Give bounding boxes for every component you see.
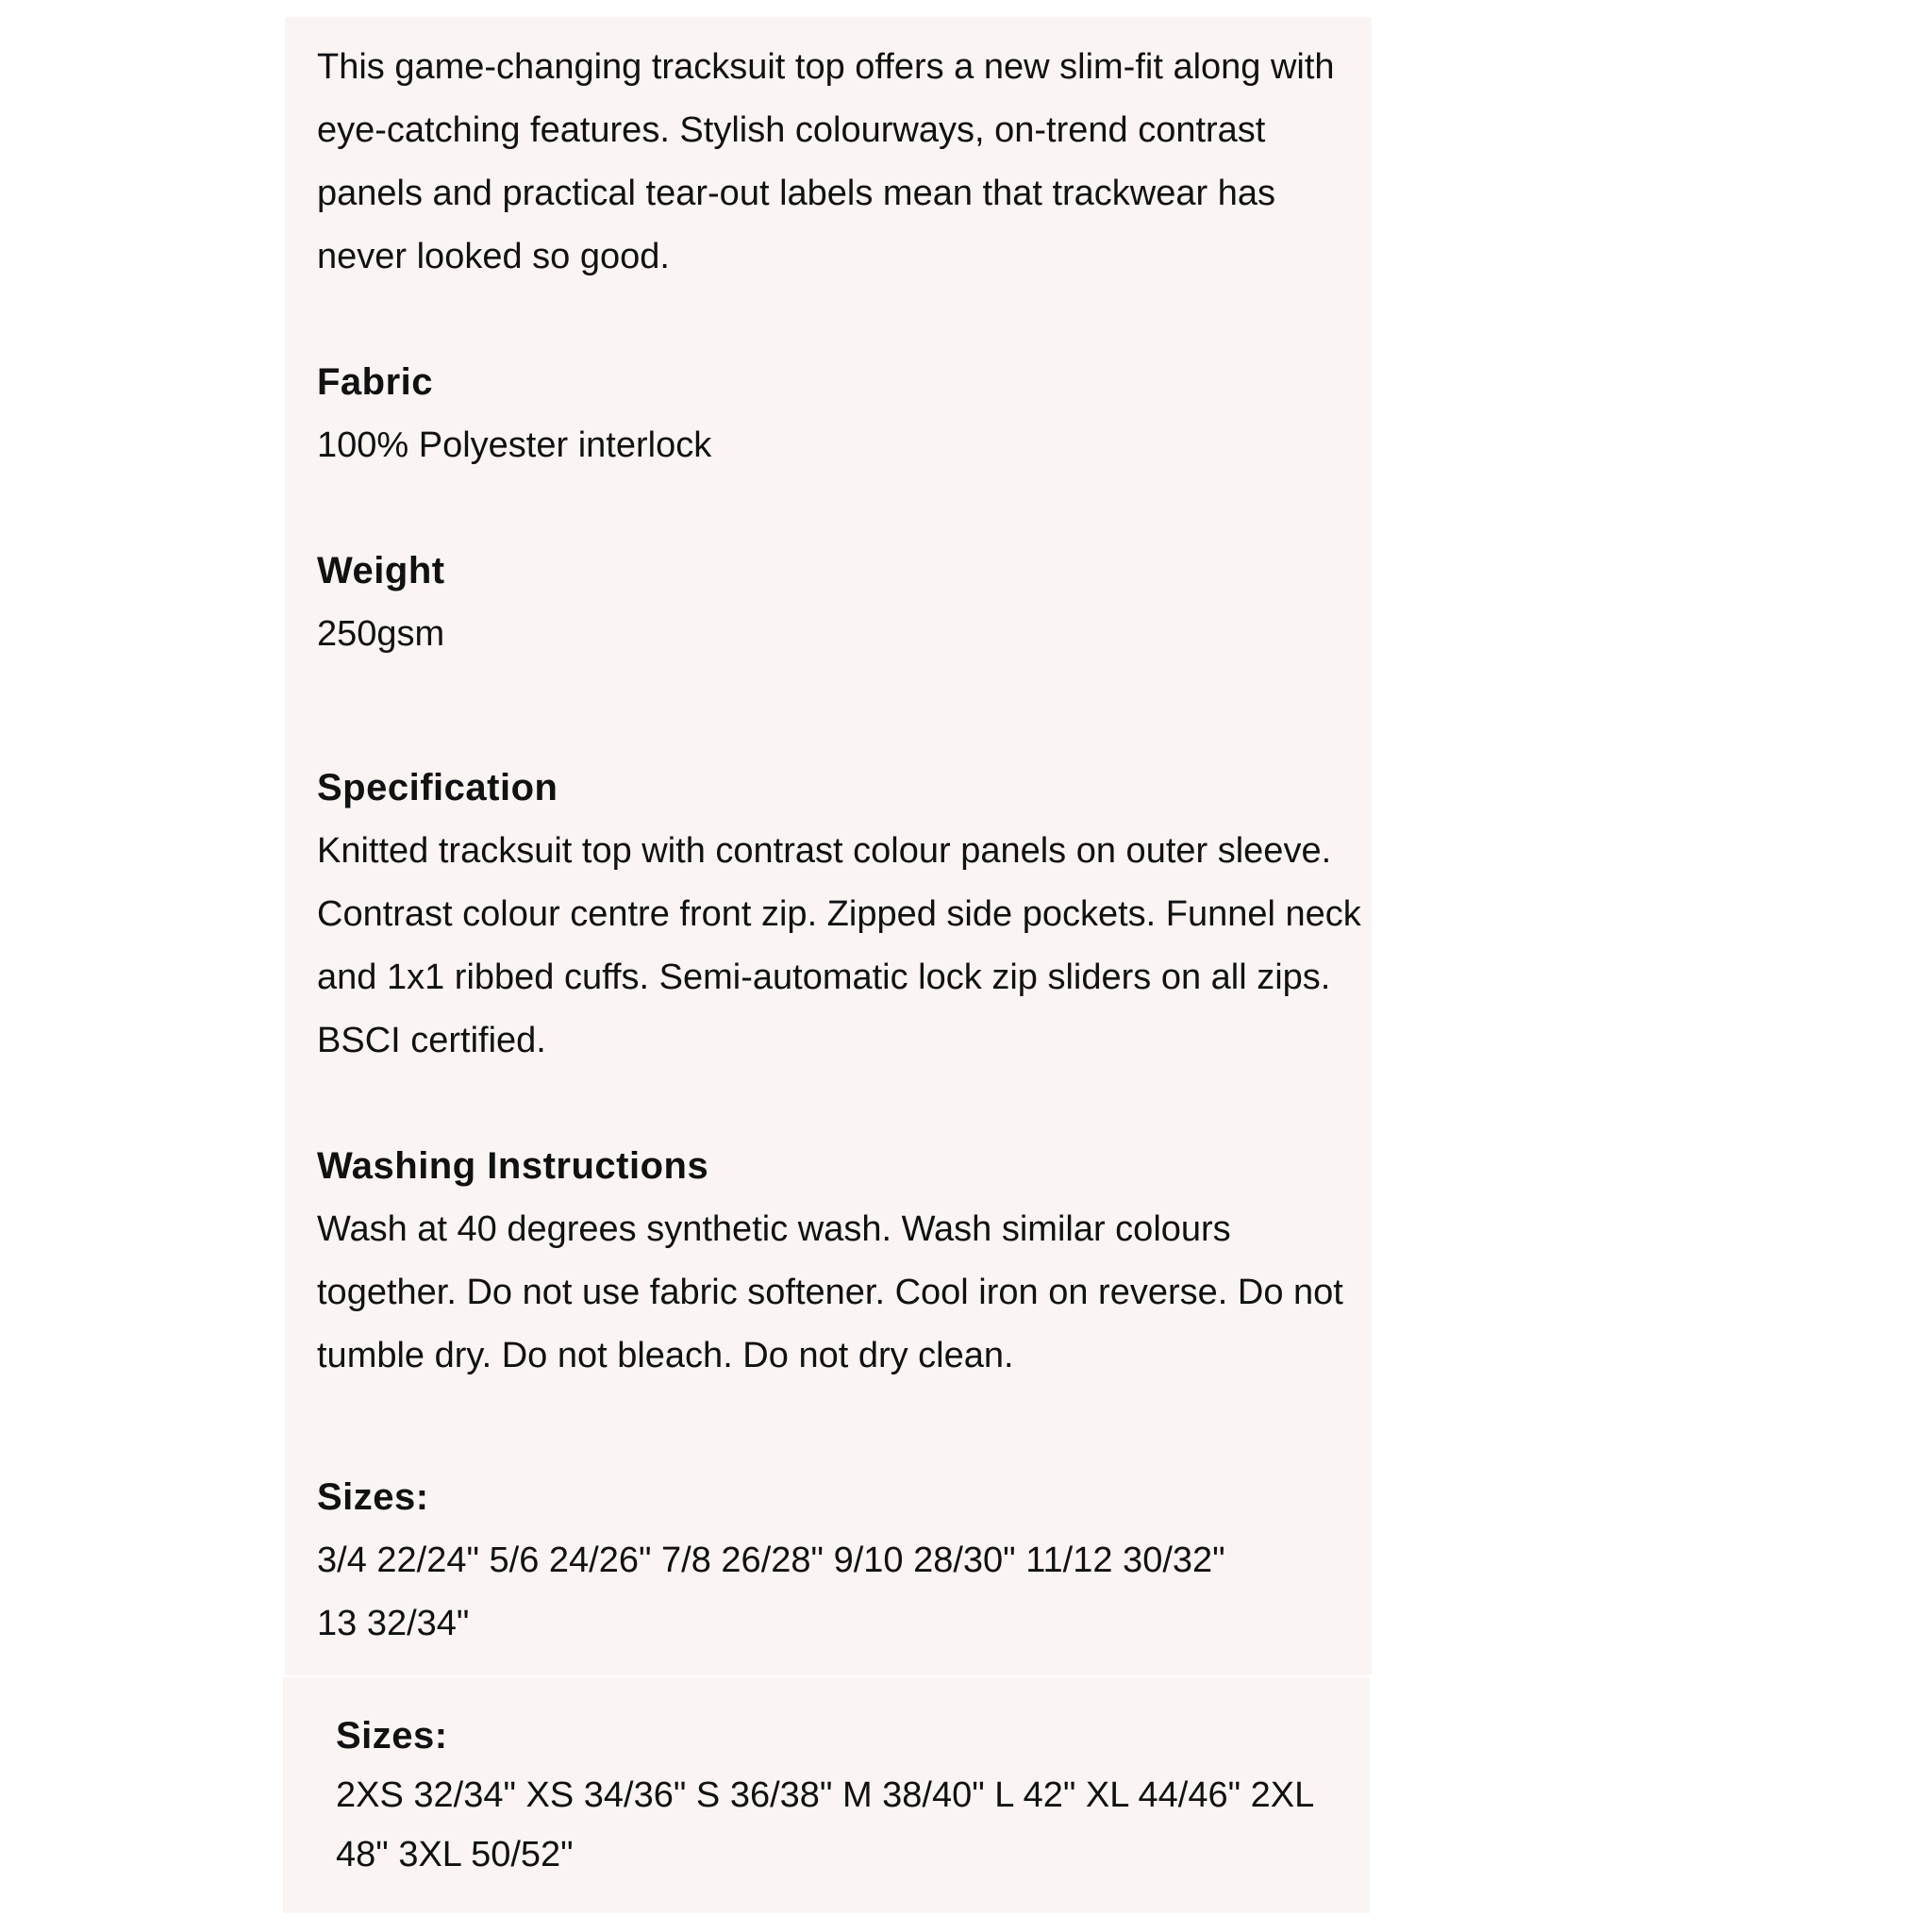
adult-sizes-heading: Sizes: — [336, 1715, 448, 1757]
fabric-heading: Fabric — [317, 361, 434, 403]
kids-sizes-heading: Sizes: — [317, 1476, 429, 1518]
kids-sizes-text: 3/4 22/24" 5/6 24/26" 7/8 26/28" 9/10 28/30" 11/12 30/32" 13 32/34" — [317, 1541, 1225, 1643]
product-description — [317, 36, 1364, 1656]
adult-sizes-section — [336, 1706, 1355, 1885]
washing-text: Wash at 40 degrees synthetic wash. Wash similar colours together. Do not use fabric softener. Cool iron on reverse. Do not tumble dry. Do not bleach. Do not dry clean. — [317, 1209, 1343, 1375]
washing-heading: Washing Instructions — [317, 1145, 709, 1187]
weight-text: 250gsm — [317, 614, 445, 654]
weight-heading: Weight — [317, 550, 445, 591]
fabric-text: 100% Polyester interlock — [317, 425, 712, 465]
adult-sizes-text: 2XS 32/34" XS 34/36" S 36/38" M 38/40" L 42" XL 44/46" 2XL 48" 3XL 50/52" — [336, 1775, 1313, 1874]
specification-text: Knitted tracksuit top with contrast colour panels on outer sleeve. Contrast colour centre front zip. Zipped side pockets. Funnel neck and 1x1 ribbed cuffs. Semi-automatic lock zip sliders on all zips. BSCI certified. — [317, 831, 1361, 1060]
intro-paragraph: This game-changing tracksuit top offers a new slim-fit along with eye-catching features. Stylish colourways, on-trend contrast panels and practical tear-out labels mean that trackwear has never looked so good. — [317, 47, 1335, 276]
specification-heading: Specification — [317, 767, 558, 808]
